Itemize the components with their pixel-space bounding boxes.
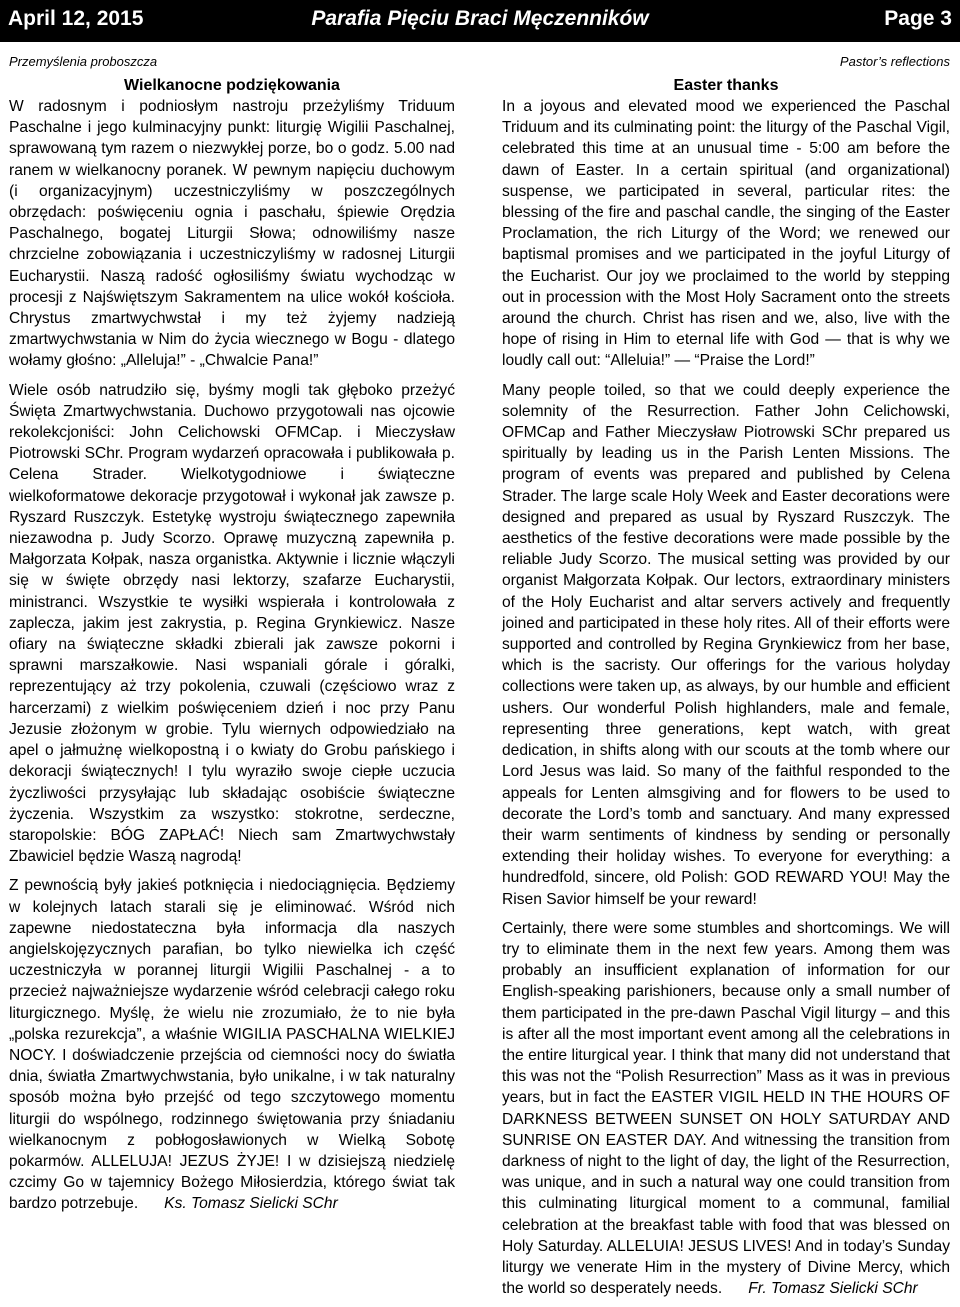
- section-label-english: Pastor’s reflections: [839, 54, 950, 69]
- paragraph: W radosnym i podniosłym nastroju przeżyliśmy Triduum Paschalne i jego kulminacyjny punkt: liturgię Wigilii Paschalnej, sprawowaną tym razem o niezwykłej porze, bo o godz. 5.00 nad ranem w wielkanocny poranek. W pewnym napięciu duchowym (i organizacyjnym) uczestniczyliśmy w poszczególnych obrzędach: poświęceniu ognia i paschału, śpiewie Orędzia Paschalnego, bogatej Liturgii Słowa; odnowiliśmy nasze chrzcielne zobowiązania i uczestniczyliśmy w radosnej Liturgii Eucharystii. Naszą radość ogłosiliśmy światu wychodząc w procesji z Najświętszym Sakramentem na ulice wokół kościoła. Chrystus zmartwychwstał i my też żyjemy nadzieją zmartwychwstania w Nim do życia wiecznego w Bogu - dlatego wołamy głośno: „Alleluja!” - „Chwalcie Pana!”: [9, 98, 455, 370]
- signature-english: Fr. Tomasz Sielicki SChr: [748, 1280, 918, 1298]
- polish-column: [9, 54, 455, 1223]
- english-column: [502, 54, 950, 1307]
- paragraph-text: Certainly, there were some stumbles and shortcomings. We will try to eliminate them in the next few years. Among them was probably an insufficient explanation of information for our English-speaking parishioners, because only a small number of them participated in the pre-dawn Paschal Vigil liturgy – and this is after all the most important event among all the celebrations in the entire liturgical year. I think that many did not understand that this was not the “Polish Resurrection” Mass as it was in previous years, but in fact the EASTER VIGIL HELD IN THE HOURS OF DARKNESS BETWEEN SUNSET ON HOLY SATURDAY AND SUNRISE ON EASTER DAY. And witnessing the transition from darkness of night to the light of day, the light of the Resurrection, was unique, and in such a natural way one could transition from this culminating liturgical moment to a communal, familial celebration at the breakfast table with food that was blessed on Holy Saturday. ALLELUIA! JESUS LIVES! And in today’s Sunday liturgy we venerate Him in the mystery of Divine Mercy, which the world so desperately needs.: [502, 919, 950, 1298]
- paragraph-text: Z pewnością były jakieś potknięcia i niedociągnięcia. Będziemy w kolejnych latach starali się je eliminować. Wśród nich zapewne niedostateczna była informacja dla naszych angielskojęzycznych parafian, bo tylko niewielka ich część uczestniczyła w porannej liturgii Wigilii Paschalnej - a to przecież najważniejsze wydarzenie wśród celebracji całego roku liturgicznego. Myślę, że wielu nie zrozumiało, że to nie była „polska rezurekcja”, a właśnie WIGILIA PASCHALNA WIELKIEJ NOCY. I doświadczenie przejścia od ciemności nocy do światła dnia, światła Zmartwychwstania, było unikalne, i w tak naturalny sposób można było przejść od tego szczytowego momentu liturgii do wspólnego, rodzinnego świętowania przy śniadaniu wielkanocnym z pobłogosławionych w Wielką Sobotę pokarmów. ALLELUJA! JEZUS ŻYJE! I w dzisiejszą niedzielę czcimy Go w tajemnicy Bożego Miłosierdzia, którego świat tak bardzo potrzebuje.: [9, 877, 455, 1213]
- article-heading-polish: Wielkanocne podziękowania: [124, 77, 340, 94]
- section-label-polish: Przemyślenia proboszcza: [9, 54, 158, 69]
- paragraph: Wiele osób natrudziło się, byśmy mogli tak głęboko przeżyć Święta Zmartwychwstania. Duchowo przygotowali nas ojcowie rekolekcjoniści: John Celichowski OFMCap. i Mieczysław Piotrowski SChr. Program wydarzeń opracowała i publikowała p. Celena Strader. Wielkotygodniowe i świąteczne wielkoformatowe dekoracje przygotował i wykonał jak zawsze p. Ryszard Ruszczyk. Estetykę wystroju świątecznego zapewniła niezawodna p. Judy Scorzo. Oprawę muzyczną zapewniła p. Małgorzata Kołpak, nasza organistka. Aktywnie i licznie włączyli się w święte obrzędy nasi lektorzy, szafarze Eucharystii, ministranci. Wszystkie te wysiłki wspierała i kontrolowała z zaplecza, jakim jest zakrystia, p. Regina Grynkiewicz. Nasze ofiary na świąteczne składki zbierali jak zawsze pokorni i sprawni marszałkowie. Nasi wspaniali górale i góralki, reprezentujący aż trzy pokolenia, czuwali (częściowo wraz z harcerzami) z wielkim poświęceniem dzień i noc przy Panu Jezusie złożonym w grobie. Tylu wiernych odpowiedziało na apel o jałmużnę wielkopostną i o kwiaty do Grobu pańskiego i dekoracji świątecznych! I tylu wyraziło swoje ciepłe uczucia życzliwości przysyłając lub składając osobiście świąteczne życzenia. Wszystkim za wszystko: stokrotne, serdeczne, staropolskie: BÓG ZAPŁAĆ! Niech sam Zmartwychwstały Zbawiciel będzie Waszą nagrodą!: [9, 381, 455, 866]
- page-number: Page 3: [884, 7, 952, 30]
- paragraph: Many people toiled, so that we could deeply experience the solemnity of the Resurrection. Father John Celichowski, OFMCap and Father Mieczysław Piotrowski SChr prepared us spiritually by leading us in the Parish Lenten Missions. The program of events was prepared and published by Celena Strader. The large scale Holy Week and Easter decorations were designed and prepared as usual by Ryszard Ruszczyk. The aesthetics of the festive decorations were made possible by the reliable Judy Scorzo. The musical setting was provided by our organist Małgorzata Kołpak. Our lectors, extraordinary ministers of the Holy Eucharist and altar servers actively and frequently joined and participated in these holy rites. All of their efforts were supported and controlled by Regina Grynkiewicz from her base, which is the sacristy. Our offerings for the various holyday collections were taken up, as always, by our humble and efficient ushers. Our wonderful Polish highlanders, male and female, representing three generations, kept watch, with great dedication, in shifts along with our scouts at the tomb where our Lord Jesus was laid. So many of the faithful responded to the appeals for Lenten almsgiving and for flowers to be used to decorate the Lord’s tomb and sanctuary. And many expressed their warm sentiments of kindness by sending or personally extending their holiday wishes. To everyone for everything: a hundredfold, sincere, old Polish: GOD REWARD YOU! May the Risen Savior himself be your reward!: [502, 381, 950, 908]
- page-header: [0, 0, 960, 42]
- parish-title: Parafia Pięciu Braci Męczenników: [311, 7, 649, 30]
- paragraph: [502, 918, 950, 1300]
- signature-polish: Ks. Tomasz Sielicki SChr: [164, 1195, 338, 1213]
- paragraph: In a joyous and elevated mood we experienced the Paschal Triduum and its culminating point: the liturgy of the Paschal Vigil, celebrated this time at an unusual time - 5:00 am before the dawn of Easter. In a certain spiritual (and organizational) suspense, we participated in several, particular rites: the blessing of the fire and paschal candle, the singing of the Easter Proclamation, the rich Liturgy of the Word; we renewed our baptismal promises and we participated in the joyful Liturgy of the Eucharist. Our joy we proclaimed to the world by stepping out in procession with the Most Holy Sacrament onto the streets around the church. Christ has risen and we, also, live with the hope of rising in Him to eternal life with God — that is why we loudly call out: “Alleluia!” — “Praise the Lord!”: [502, 98, 950, 370]
- issue-date: April 12, 2015: [8, 7, 144, 30]
- article-heading-english: Easter thanks: [673, 77, 779, 94]
- paragraph: [9, 875, 455, 1214]
